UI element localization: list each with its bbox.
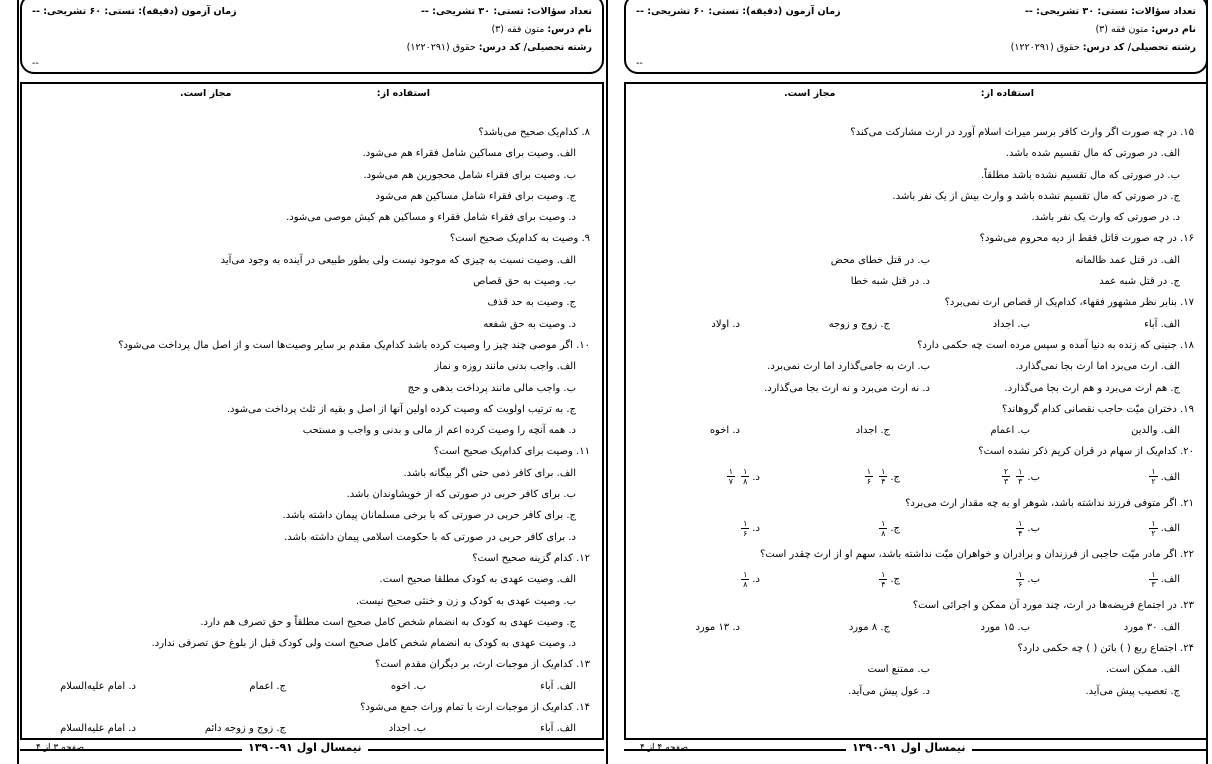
option-letter: ب.: [1027, 574, 1040, 586]
answer-option[interactable]: ج. وصیت عهدی به کودک به انضمام شخص کامل صحیح است مطلقاً و حق تصرف هم دارد.: [200, 616, 576, 628]
answer-option[interactable]: [760, 565, 900, 595]
question-text: ۱۷. بنابر نظر مشهور فقهاء، کدام‌یک از قصاص ارث نمی‌برد؟: [944, 297, 1194, 309]
answer-option[interactable]: ب. اعمام: [990, 425, 1030, 437]
answer-option[interactable]: د. همه آنچه را وصیت کرده اعم از مالی و بدنی و واجب و مستحب: [302, 425, 576, 437]
fraction: [1149, 467, 1157, 486]
answer-option[interactable]: ب. اخوه: [390, 680, 426, 692]
option-letter: د.: [752, 523, 760, 535]
question-text: ۱۱. وصیت برای کدام‌یک صحیح است؟: [433, 446, 590, 458]
answer-option[interactable]: ب. اجداد: [388, 723, 426, 735]
exam-header: [20, 0, 604, 74]
numerator: ۱: [881, 569, 886, 579]
option-letter: ج.: [890, 574, 900, 586]
answer-option[interactable]: الف. واجب بدنی مانند روزه و نماز: [434, 361, 576, 373]
numerator: ۱: [866, 467, 872, 477]
denominator: ۶: [1018, 579, 1023, 589]
answer-row: [634, 378, 1194, 399]
option-letter: الف.: [1160, 471, 1180, 483]
question-text: ۱۹. دختران میّت حاجب نقصانی کدام گروهاند؟: [1001, 403, 1194, 415]
answer-row: [634, 681, 1194, 702]
denominator: ۴: [881, 579, 886, 589]
answer-option[interactable]: ب. در قتل خطای محض: [830, 254, 930, 266]
question-count: تعداد سؤالات: تستی: ۳۰ تشریحی: --: [420, 6, 592, 17]
numerator: ۱: [1151, 518, 1156, 528]
numerator: ۱: [743, 518, 748, 528]
numerator: ۱: [728, 467, 734, 477]
answer-option[interactable]: [900, 463, 1040, 493]
answer-option[interactable]: ب. برای کافر حربی در صورتی که از خویشاوندان باشد.: [346, 489, 576, 501]
answer-row: [634, 420, 1194, 441]
answer-option[interactable]: ج. به ترتیب اولویت که وصیت کرده اولین آنها از اصل و بقیه از ثلث پرداخت می‌شود.: [226, 403, 576, 415]
question-text: ۲۳. در اجتماع فریضه‌ها در ارث، چند مورد آن ممکن و اجرائی است؟: [912, 600, 1194, 612]
answer-option[interactable]: د. وصیت عهدی به کودک به انضمام شخص کامل صحیح است ولی کودک قبل از بلوغ حق تصرفی ندارد.: [151, 638, 576, 650]
numerator: ۱: [1018, 569, 1023, 579]
question-text: ۱۸. جنینی که زنده به دنیا آمده و سپس مرده است چه حکمی دارد؟: [917, 339, 1194, 351]
question-text: ۱۲. کدام گزینه صحیح است؟: [472, 552, 590, 564]
question-text: ۱۰. اگر موصی چند چیز را وصیت کرده باشد کدام‌یک مقدم بر سایر وصیت‌ها است و از اصل مال پرداخت می‌شود؟: [118, 339, 590, 351]
course-name: متون فقه (۳): [491, 24, 545, 35]
course-name-label: نام درس:: [547, 24, 592, 35]
option-letter: الف.: [1160, 523, 1180, 535]
question-text: ۱۳. کدام‌یک از موجبات ارث، بر دیگران مقدم است؟: [375, 659, 590, 671]
answer-row: [634, 271, 1194, 292]
answer-option[interactable]: الف. در قتل عمد ظالمانه: [1075, 254, 1180, 266]
answer-row: [634, 617, 1194, 638]
denominator: ۸: [743, 579, 748, 589]
answer-row: [634, 514, 1194, 544]
answer-option[interactable]: الف. وصیت برای مساکین شامل فقراء هم می‌شود.: [362, 148, 576, 160]
numerator: ۱: [1018, 518, 1023, 528]
question-text: ۸. کدام‌یک صحیح می‌باشد؟: [478, 127, 590, 138]
answer-option[interactable]: الف. والدین: [1131, 425, 1180, 437]
answer-option[interactable]: ج. در صورتی که مال تقسیم نشده باشد و وارث بیش از یک نفر باشد.: [892, 190, 1180, 202]
page-number: صفحه ۴ از ۴: [640, 743, 688, 753]
answer-option[interactable]: ج. زوج و زوجه: [828, 318, 890, 330]
answer-option[interactable]: ب. واجب مالی مانند پرداخت بدهی و حج: [407, 382, 576, 394]
answer-option[interactable]: الف. ارث می‌برد اما ارث بجا نمی‌گذارد.: [1015, 361, 1180, 373]
answer-option[interactable]: ب. وصیت برای فقراء شامل محجورین هم می‌شود.: [363, 169, 576, 181]
semester-label: نیمسال اول ۹۱-۱۳۹۰: [846, 741, 972, 754]
answer-option[interactable]: [1040, 565, 1180, 595]
answer-option[interactable]: ب. در صورتی که مال تقسیم نشده باشد مطلقاً.: [981, 169, 1180, 181]
answer-option[interactable]: ج. برای کافر حربی در صورتی که با برخی مسلمانان پیمان داشته باشد.: [282, 510, 576, 522]
answer-option[interactable]: ب. ارث به جامی‌گذارد اما ارث نمی‌برد.: [767, 361, 930, 373]
answer-option[interactable]: الف. آباء: [1144, 318, 1180, 330]
numerator: ۲: [1003, 467, 1009, 477]
question-count: تعداد سؤالات: تستی: ۳۰ تشریحی: --: [1024, 6, 1196, 17]
answer-row: [634, 463, 1194, 493]
answer-option[interactable]: د. وصیت به حق شفعه: [483, 318, 576, 330]
option-letter: ج.: [890, 523, 900, 535]
answer-option[interactable]: ج. هم ارث می‌برد و هم ارث بجا می‌گذارد.: [1004, 382, 1180, 394]
answer-option[interactable]: [620, 565, 760, 595]
answer-option[interactable]: الف. آباء: [540, 680, 576, 692]
course-name: متون فقه (۳): [1095, 24, 1149, 35]
question-text: ۱۶. در چه صورت قاتل فقط از دیه محروم می‌شود؟: [979, 233, 1194, 245]
usage-value: مجاز است.: [784, 88, 836, 99]
questions-list: [634, 122, 1194, 702]
answer-option[interactable]: د. برای کافر حربی در صورتی که با حکومت اسلامی پیمان داشته باشد.: [284, 531, 576, 543]
option-letter: ب.: [1027, 523, 1040, 535]
denominator: ۴: [881, 477, 886, 487]
fraction: [879, 570, 887, 589]
answer-row: [634, 659, 1194, 680]
fraction: [741, 519, 749, 538]
fraction: [879, 467, 887, 486]
question-text: ۲۰. کدام‌یک از سهام در قران کریم ذکر نشده است؟: [978, 446, 1194, 458]
exam-time: زمان آزمون (دقیقه): تستی: ۶۰ تشریحی: --: [32, 6, 237, 17]
answer-option[interactable]: ج. در قتل شبه عمد: [1099, 276, 1180, 288]
numerator: ۱: [1018, 467, 1023, 477]
answer-option[interactable]: [620, 463, 760, 493]
answer-row: [634, 565, 1194, 595]
answer-option[interactable]: ج. وصیت به حد قذف: [487, 297, 576, 309]
answer-option[interactable]: ب. وصیت عهدی به کودک و زن و خنثی صحیح نیست.: [355, 595, 576, 607]
answer-option[interactable]: د. وصیت برای فقراء شامل فقراء و مساکین هم کیش موصی می‌شود.: [286, 212, 576, 224]
header-dashes: --: [32, 58, 39, 69]
answer-option[interactable]: د. اخوه: [709, 425, 740, 437]
page-number: صفحه ۳ از ۴: [36, 743, 84, 753]
answer-option[interactable]: ج. ۸ مورد: [848, 621, 890, 633]
answer-option[interactable]: ج. اجداد: [855, 425, 890, 437]
answer-option[interactable]: د. امام علیه‌السلام: [60, 723, 136, 735]
question-text: ۱۵. در چه صورت اگر وارث کافر برسر میراث اسلام آورد در ارث مشارکت می‌کند؟: [850, 127, 1194, 138]
answer-option[interactable]: [760, 463, 900, 493]
exam-page-left: [20, 0, 608, 764]
denominator: ۲: [1151, 528, 1156, 538]
answer-option[interactable]: د. امام علیه‌السلام: [60, 680, 136, 692]
answer-option[interactable]: د. در قتل شبه خطا: [850, 276, 930, 288]
fraction: [1149, 519, 1157, 538]
denominator: ۸: [881, 528, 886, 538]
answer-option[interactable]: الف. برای کافر ذمی حتی اگر بیگانه باشد.: [403, 467, 576, 479]
fraction: [1016, 467, 1024, 486]
answer-option[interactable]: ج. تعصیب پیش می‌آید.: [1085, 685, 1180, 697]
answer-option[interactable]: [900, 514, 1040, 544]
course-name-label: نام درس:: [1151, 24, 1196, 35]
page-edge-line-left: [17, 0, 19, 764]
fraction: [741, 570, 749, 589]
option-letter: ج.: [890, 471, 900, 483]
numerator: ۱: [881, 518, 886, 528]
fraction: [865, 467, 873, 486]
option-letter: د.: [752, 471, 760, 483]
answer-option[interactable]: الف. ممکن است.: [1105, 664, 1180, 676]
semester-label: نیمسال اول ۹۱-۱۳۹۰: [242, 741, 368, 754]
fraction: [1002, 467, 1010, 486]
answer-option[interactable]: [760, 514, 900, 544]
field-value: حقوق (۱۲۲۰۲۹۱): [406, 42, 476, 53]
answer-option[interactable]: الف. آباء: [540, 723, 576, 735]
numerator: ۱: [743, 467, 748, 477]
answer-option[interactable]: ج. وصیت برای فقراء شامل مساکین هم می‌شود: [375, 190, 576, 202]
question-text: ۲۴. اجتماع ربع ( ) باثن ( ) چه حکمی دارد؟: [1017, 642, 1194, 654]
answer-row: [634, 356, 1194, 377]
answer-option[interactable]: [900, 565, 1040, 595]
answer-option[interactable]: ب. ۱۵ مورد: [980, 621, 1030, 633]
exam-time: زمان آزمون (دقیقه): تستی: ۶۰ تشریحی: --: [636, 6, 841, 17]
denominator: ۳: [1018, 477, 1023, 487]
field-value: حقوق (۱۲۲۰۲۹۱): [1010, 42, 1080, 53]
answer-option[interactable]: ج. اعمام: [249, 680, 286, 692]
option-letter: ب.: [1027, 471, 1040, 483]
answer-option[interactable]: ج. زوج و زوجه دائم: [204, 723, 286, 735]
answer-option[interactable]: ب. اجداد: [992, 318, 1030, 330]
numerator: ۱: [881, 467, 886, 477]
numerator: ۱: [1151, 569, 1156, 579]
exam-header: [624, 0, 1208, 74]
answer-option[interactable]: د. عول پیش می‌آید.: [848, 685, 930, 697]
answer-option[interactable]: ب. ممتنع است: [867, 664, 930, 676]
field-label: رشته تحصیلی/ کد درس:: [478, 42, 592, 53]
fraction: [1016, 570, 1024, 589]
numerator: ۱: [743, 569, 748, 579]
fraction: [879, 519, 887, 538]
header-dashes: --: [636, 58, 643, 69]
answer-option[interactable]: ب. وصیت به حق قصاص: [473, 276, 576, 288]
exam-page-right: [624, 0, 1212, 764]
answer-option[interactable]: د. در صورتی که وارث یک نفر باشد.: [1031, 212, 1180, 224]
denominator: ۲: [1151, 477, 1156, 487]
answer-row: [634, 250, 1194, 271]
question-text: ۲۱. اگر متوفی فرزند نداشته باشد، شوهر او به چه مقدار ارث می‌برد؟: [905, 497, 1194, 509]
fraction: [727, 467, 735, 486]
fraction: [1149, 570, 1157, 589]
denominator: ۳: [1003, 477, 1009, 487]
answer-option[interactable]: الف. در صورتی که مال تقسیم شده باشد.: [1005, 148, 1180, 160]
option-letter: د.: [752, 574, 760, 586]
denominator: ۶: [866, 477, 872, 487]
page-footer: [624, 742, 1208, 764]
denominator: ۳: [1151, 579, 1156, 589]
answer-option[interactable]: [1040, 514, 1180, 544]
answer-option[interactable]: الف. وصیت نسبت به چیزی که موجود نیست ولی بطور طبیعی در آینده به وجود می‌آید: [220, 254, 576, 266]
answer-option[interactable]: [1040, 463, 1180, 493]
denominator: ۷: [728, 477, 734, 487]
fraction: [741, 467, 749, 486]
answer-option[interactable]: د. نه ارث می‌برد و نه ارث بجا می‌گذارد.: [764, 382, 930, 394]
numerator: ۱: [1151, 467, 1156, 477]
answer-option[interactable]: د. اولاد: [711, 318, 740, 330]
answer-row: [30, 676, 590, 697]
usage-value: مجاز است.: [180, 88, 232, 99]
question-text: ۱۴. کدام‌یک از موجبات ارث با تمام وراث جمع می‌شود؟: [360, 702, 590, 714]
questions-list: [30, 122, 590, 740]
answer-row: [634, 314, 1194, 335]
answer-option[interactable]: الف. وصیت عهدی به کودک مطلقا صحیح است.: [379, 574, 576, 586]
field-label: رشته تحصیلی/ کد درس:: [1082, 42, 1196, 53]
denominator: ۴: [1018, 528, 1023, 538]
usage-label: استفاده از:: [980, 88, 1034, 99]
answer-row: [30, 718, 590, 739]
denominator: ۶: [743, 528, 748, 538]
usage-label: استفاده از:: [376, 88, 430, 99]
answer-option[interactable]: [620, 514, 760, 544]
question-text: ۲۲. اگر مادر میّت حاجبی از فرزندان و برادران و خواهران میّت نداشته باشد، سهم او از ارث چقدر است؟: [759, 549, 1194, 561]
page-footer: [20, 742, 604, 764]
option-letter: الف.: [1160, 574, 1180, 586]
answer-option[interactable]: الف. ۳۰ مورد: [1123, 621, 1180, 633]
denominator: ۸: [743, 477, 748, 487]
answer-option[interactable]: د. ۱۳ مورد: [695, 621, 740, 633]
fraction: [1016, 519, 1024, 538]
question-text: ۹. وصیت به کدام‌یک صحیح است؟: [449, 233, 590, 245]
